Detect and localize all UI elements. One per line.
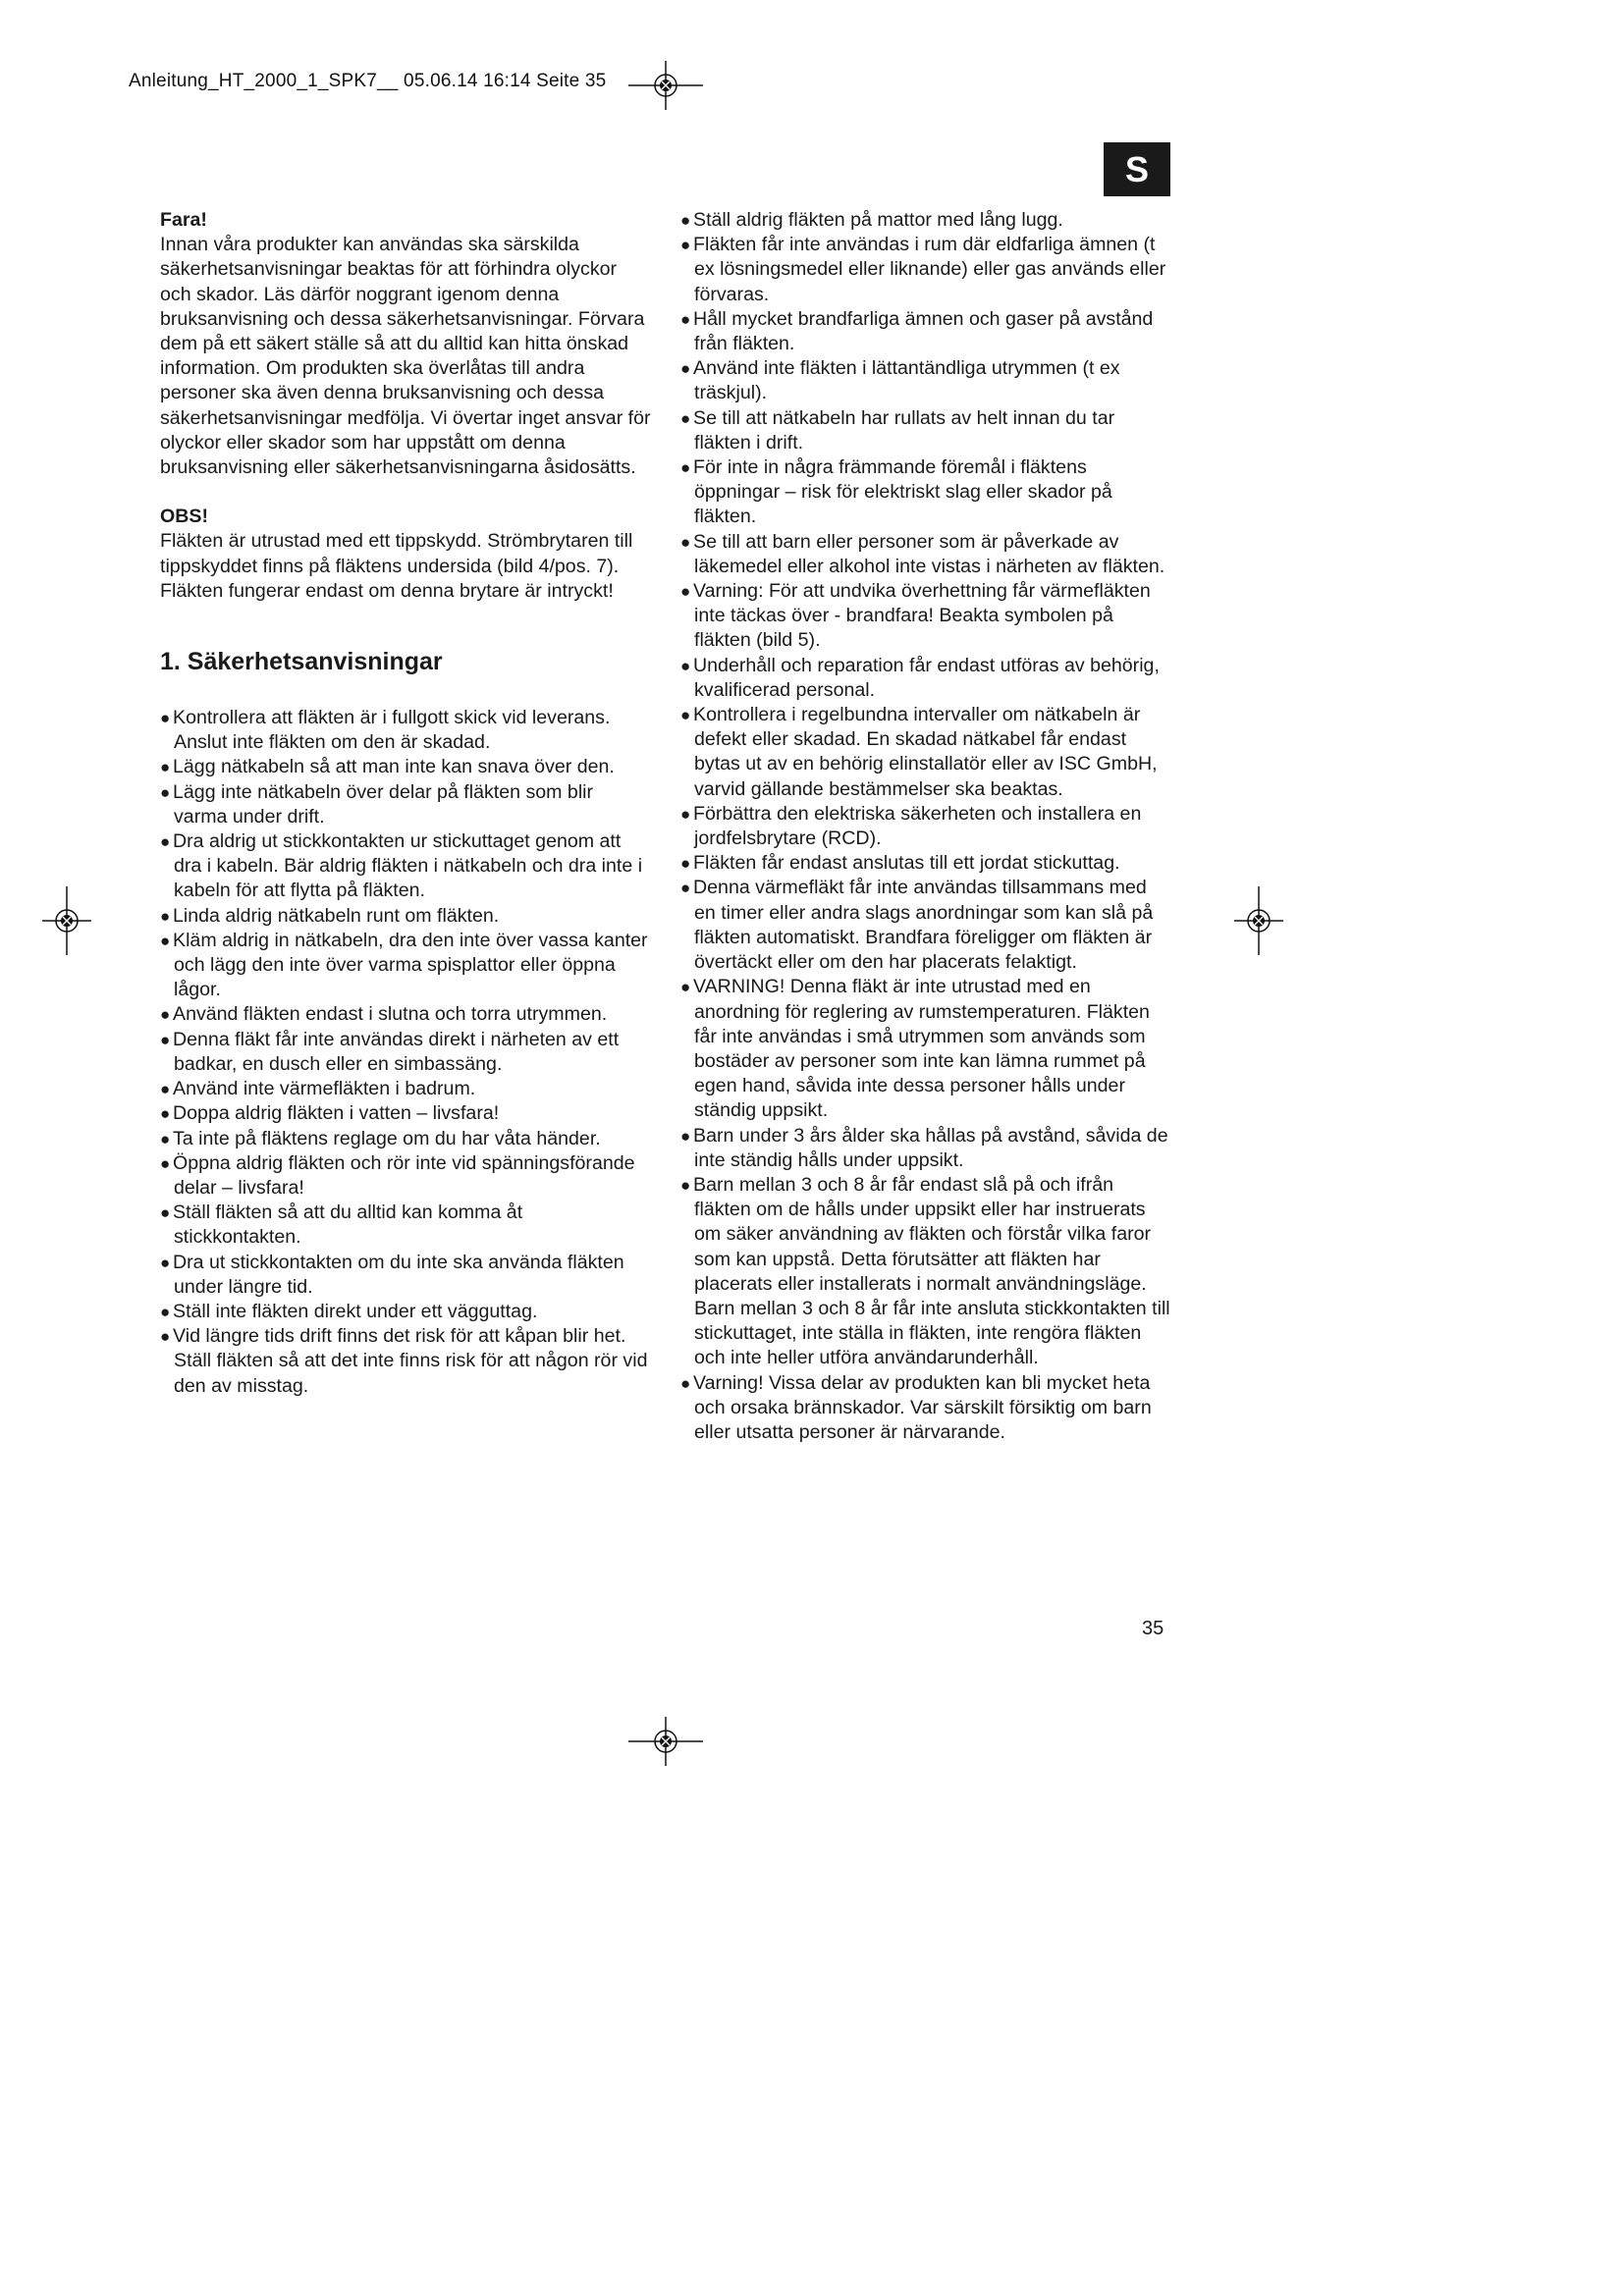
bullet-icon: ● <box>680 1126 691 1146</box>
bullet-icon: ● <box>160 1153 171 1173</box>
list-item: ● Barn mellan 3 och 8 år får endast slå på och ifrån fläkten om de hålls under uppsikt eller har instruerats om säker användning av fläkten och förstår vilka faror som kan uppstå. Detta förutsätter att fläkten har placerats eller installerats i normalt användningsläge. Barn mellan 3 och 8 år får inte ansluta stickkontakten till stickuttaget, inte ställa in fläkten, inte rengöra fläkten och inte heller utföra användarunderhåll. <box>680 1173 1170 1369</box>
list-item: ● Doppa aldrig fläkten i vatten – livsfara! <box>160 1101 651 1126</box>
right-column <box>680 208 1171 1445</box>
bullet-icon: ● <box>680 879 691 898</box>
list-item: ● Fläkten får inte användas i rum där eldfarliga ämnen (t ex lösningsmedel eller liknande) eller gas används eller förvaras. <box>680 234 1166 305</box>
danger-text: Innan våra produkter kan användas ska särskilda säkerhetsanvisningar beaktas för att förhindra olyckor och skador. Läs därför noggrant igenom denna bruksanvisning och dessa säkerhetsanvisningar. Förvara dem på ett säkert ställe så att du alltid kan hitta önskad information. Om produkten ska överlåtas till andra personer ska även denna bruksanvisning och dessa säkerhetsanvisningar medfölja. Vi övertar inget ansvar för olyckor eller skador som har uppstått om denna bruksanvisning eller säkerhetsanvisningarna åsidosätts. <box>160 234 651 479</box>
bullet-icon: ● <box>160 1080 171 1099</box>
list-item: ● Barn under 3 års ålder ska hållas på avstånd, såvida de inte ständig hålls under uppsikt. <box>680 1124 1168 1171</box>
bullet-icon: ● <box>680 978 691 997</box>
list-item: ● Varning: För att undvika överhettning får värmefläkten inte täckas över - brandfara! Beakta symbolen på fläkten (bild 5). <box>680 580 1151 652</box>
registration-mark-right-icon <box>1234 886 1283 955</box>
safety-list-left <box>160 706 651 1399</box>
bullet-icon: ● <box>160 782 171 802</box>
registration-mark-top-icon <box>628 61 703 110</box>
list-item: ● Kontrollera att fläkten är i fullgott skick vid leverans. Anslut inte fläkten om den är skadad. <box>160 707 611 754</box>
list-item: ● Kläm aldrig in nätkabeln, dra den inte över vassa kanter och lägg den inte över varma spisplattor eller öppna lågor. <box>160 929 648 1001</box>
list-item: ● Använd inte värmefläkten i badrum. <box>160 1077 651 1101</box>
language-tab: S <box>1104 142 1170 196</box>
list-item: ● Denna fläkt får inte användas direkt i närheten av ett badkar, en dusch eller en simbassäng. <box>160 1028 620 1075</box>
list-item: ● Se till att barn eller personer som är påverkade av läkemedel eller alkohol inte vistas i närheten av fläkten. <box>680 530 1165 577</box>
bullet-icon: ● <box>160 1302 171 1321</box>
bullet-icon: ● <box>160 931 171 950</box>
bullet-icon: ● <box>680 532 691 552</box>
bullet-icon: ● <box>680 458 691 478</box>
list-item: ● Lägg inte nätkabeln över delar på fläkten som blir varma under drift. <box>160 780 594 828</box>
bullet-icon: ● <box>680 854 691 874</box>
list-item: ● Ta inte på fläktens reglage om du har våta händer. <box>160 1127 651 1151</box>
bullet-icon: ● <box>680 236 691 255</box>
list-item: ● Använd fläkten endast i slutna och torra utrymmen. <box>160 1002 651 1027</box>
list-item: ● Kontrollera i regelbundna intervaller om nätkabeln är defekt eller skadad. En skadad nätkabel får endast bytas ut av en behörig elinstallatör eller av ISC GmbH, varvid gällande bestämmelser ska beaktas. <box>680 704 1158 800</box>
bullet-icon: ● <box>160 906 171 926</box>
obs-title: OBS! <box>160 506 208 528</box>
bullet-icon: ● <box>160 832 171 852</box>
list-item: ● Öppna aldrig fläkten och rör inte vid spänningsförande delar – livsfara! <box>160 1151 635 1199</box>
list-item: ● Underhåll och reparation får endast utföras av behörig, kvalificerad personal. <box>680 654 1160 701</box>
bullet-icon: ● <box>680 656 691 675</box>
bullet-icon: ● <box>680 408 691 428</box>
bullet-icon: ● <box>680 1175 691 1195</box>
list-item: ● Vid längre tids drift finns det risk för att kåpan blir het. Ställ fläkten så att det inte finns risk för att någon rör vid den av misstag. <box>160 1325 648 1397</box>
bullet-icon: ● <box>160 709 171 728</box>
list-item: ● Dra ut stickkontakten om du inte ska använda fläkten under längre tid. <box>160 1251 624 1298</box>
section-title: 1. Säkerhetsanvisningar <box>160 648 443 676</box>
bullet-icon: ● <box>680 309 691 329</box>
bullet-icon: ● <box>160 1005 171 1025</box>
bullet-icon: ● <box>680 804 691 824</box>
bullet-icon: ● <box>160 1030 171 1049</box>
list-item: ● Varning! Vissa delar av produkten kan bli mycket heta och orsaka brännskador. Var särskilt försiktig om barn eller utsatta personer är närvarande. <box>680 1371 1152 1443</box>
bullet-icon: ● <box>160 758 171 777</box>
bullet-icon: ● <box>160 1327 171 1347</box>
bullet-icon: ● <box>680 359 691 379</box>
list-item: ● Ställ fläkten så att du alltid kan komma åt stickkontakten. <box>160 1201 523 1249</box>
print-header: Anleitung_HT_2000_1_SPK7__ 05.06.14 16:14 Seite 35 <box>129 71 607 91</box>
bullet-icon: ● <box>680 1373 691 1393</box>
bullet-icon: ● <box>680 582 691 602</box>
safety-list-right <box>680 208 1171 1445</box>
bullet-icon: ● <box>680 211 691 230</box>
list-item: ● Denna värmefläkt får inte användas tillsammans med en timer eller andra slags anordningar som kan slå på fläkten automatiskt. Brandfara föreligger om fläkten är övertäckt eller om den har placerats felaktigt. <box>680 877 1154 974</box>
danger-title: Fara! <box>160 209 207 231</box>
obs-text: Fläkten är utrustad med ett tippskydd. Strömbrytaren till tippskyddet finns på fläktens undersida (bild 4/pos. 7). Fläkten fungerar endast om denna brytare är intryckt! <box>160 530 633 602</box>
list-item: ● Fläkten får endast anslutas till ett jordat stickuttag. <box>680 851 1171 876</box>
bullet-icon: ● <box>160 1104 171 1124</box>
left-column <box>160 208 651 1399</box>
list-item: ● Ställ inte fläkten direkt under ett vägguttag. <box>160 1300 651 1324</box>
list-item: ● Dra aldrig ut stickkontakten ur stickuttaget genom att dra i kabeln. Bär aldrig fläkten i nätkabeln och dra inte i kabeln för att flytta på fläkten. <box>160 830 643 902</box>
page-number: 35 <box>1142 1618 1164 1639</box>
list-item: ● För inte in några främmande föremål i fläktens öppningar – risk för elektriskt slag eller skador på fläkten. <box>680 456 1112 528</box>
list-item: ● Se till att nätkabeln har rullats av helt innan du tar fläkten i drift. <box>680 406 1115 454</box>
list-item: ● Lägg nätkabeln så att man inte kan snava över den. <box>160 755 651 779</box>
list-item: ● Håll mycket brandfarliga ämnen och gaser på avstånd från fläkten. <box>680 307 1154 355</box>
bullet-icon: ● <box>160 1253 171 1272</box>
list-item: ● VARNING! Denna fläkt är inte utrustad med en anordning för reglering av rumstemperaturen. Fläkten får inte användas i små utrymmen som används som bostäder av personer som inte kan lämna rummet på egen hand, såvida inte dessa personer hålls under ständig uppsikt. <box>680 976 1150 1122</box>
bullet-icon: ● <box>160 1129 171 1148</box>
list-item: ● Använd inte fläkten i lättantändliga utrymmen (t ex träskjul). <box>680 357 1120 404</box>
list-item: ● Ställ aldrig fläkten på mattor med lång lugg. <box>680 208 1171 233</box>
list-item: ● Förbättra den elektriska säkerheten och installera en jordfelsbrytare (RCD). <box>680 802 1142 850</box>
bullet-icon: ● <box>680 706 691 725</box>
registration-mark-left-icon <box>42 886 91 955</box>
bullet-icon: ● <box>160 1203 171 1223</box>
list-item: ● Linda aldrig nätkabeln runt om fläkten. <box>160 904 651 929</box>
registration-mark-bottom-icon <box>628 1717 703 1766</box>
